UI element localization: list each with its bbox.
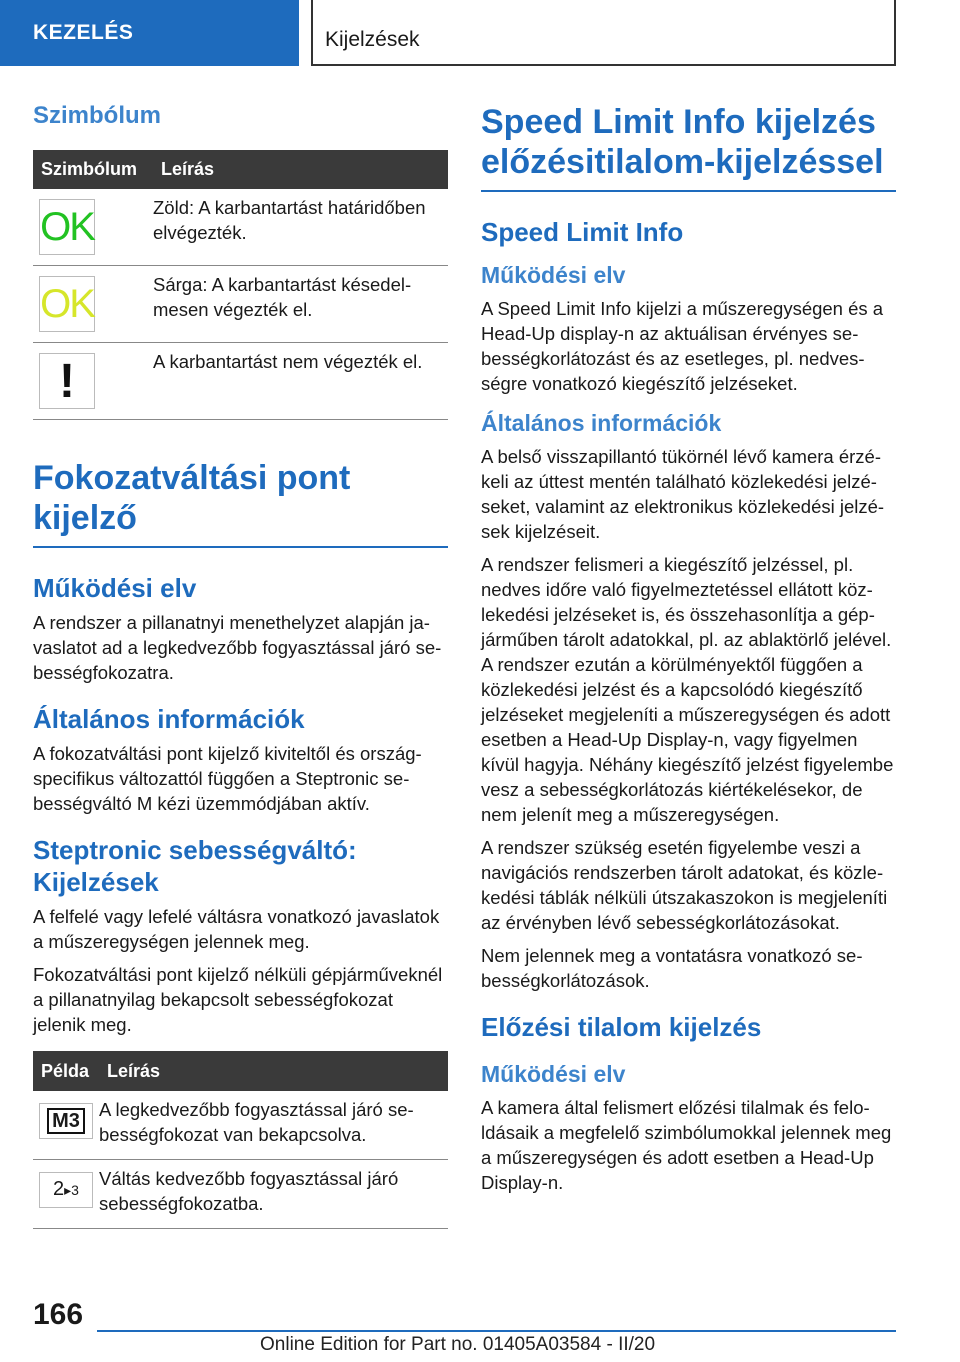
gear-m3-icon: M3 <box>39 1103 93 1139</box>
table-header-symbol: Szimbólum <box>33 150 153 189</box>
table-row <box>33 189 448 266</box>
steptronic-text-1: A felfelé vagy lefelé váltásra vonatkozó javaslatok a műszeregységen jelennek meg. <box>33 906 440 952</box>
principle-text: A rendszer a pillanatnyi menethelyzet alapján javaslatot ad a legkedvezőbb fogyasztással járó sebességfokozatra. <box>33 612 442 683</box>
table-row <box>33 1160 448 1229</box>
steptronic-text-2: Fokozatváltási pont kijelző nélküli gépjárműveknél a pillanatnyilag bekapcsolt sebességfokozat jelenik meg. <box>33 964 443 1035</box>
general-info-text-4: Nem jelennek meg a vontatásra vonatkozó sebességkorlátozások. <box>481 945 863 991</box>
gear-shift-heading: Fokozatváltási pont kijelző <box>33 458 448 548</box>
table-row <box>33 266 448 343</box>
general-info-text-2: A rendszer felismeri a kiegészítő jelzéssel, pl. nedves időre való figyelmeztetéssel ellátott közlekedési jelzéseket is, és összehasonlítja a gépjárműben tárolt adatokkal, pl. az ablaktörlő jelével. A rendszer ezután a körülményektől függően a közlekedési jelzést és a kapcsolódó kiegészítő jelzéseket megjeleníti a műszeregységen és adott esetben a Head-Up Display-n, vagy figyelmen kívül hagyja. Néhány kiegészítő jelzést figyelembe vesz a sebességkorlátozás kiértékelésekor, de nem jelenít meg a műszeregységen. <box>481 554 894 825</box>
footer-edition: Online Edition for Part no. 01405A03584 - II/20 <box>260 1334 656 1355</box>
row-description: A karbantartást nem végezték el. <box>153 343 448 420</box>
no-overtaking-text: A kamera által felismert előzési tilalmak és feloldásaik a megfelelő szimbólumokkal jelennek meg a műszeregységen és adott esetben a Head-Up Display-n. <box>481 1097 892 1193</box>
general-info-text: A fokozatváltási pont kijelző kiviteltől és országspecifikus változattól függően a Steptronic sebességváltó M kézi üzemmódjában aktív. <box>33 743 422 814</box>
row-description: Sárga: A karbantartást késedelmesen végezték el. <box>153 266 448 343</box>
example-table <box>33 1051 448 1229</box>
row-description: Váltás kedvezőbb fogyasztással járó sebességfokozatba. <box>99 1160 448 1229</box>
symbol-table <box>33 150 448 420</box>
right-column <box>481 102 896 1203</box>
row-description: A legkedvezőbb fogyasztással járó sebességfokozat van bekapcsolva. <box>99 1091 448 1160</box>
general-info-heading: Általános információk <box>33 704 305 734</box>
table-row <box>33 343 448 420</box>
symbol-heading: Szimbólum <box>33 102 162 129</box>
ok-green-icon: OK <box>39 199 95 255</box>
table-row <box>33 1091 448 1160</box>
principle-heading: Működési elv <box>481 262 626 288</box>
principle-text: A Speed Limit Info kijelzi a műszeregységen és a Head-Up display-n az aktuálisan érvényes sebességkorlátozást és az esetleges, pl. nedvességre vonatkozó kiegészítő jelzéseket. <box>481 298 884 394</box>
exclamation-icon: ! <box>39 353 95 409</box>
page-number: 166 <box>33 1298 84 1331</box>
shift-up-icon: 2▸3 <box>39 1172 93 1208</box>
steptronic-heading: Steptronic sebességváltó: Kijelzések <box>33 835 357 897</box>
general-info-text-1: A belső visszapillantó tükörnél lévő kamera érzékeli az úttest mentén található közlekedési jelzéseket, valamint az elektronikus közlekedési jelzések kijelzéseit. <box>481 446 885 542</box>
chapter-tab: KEZELÉS <box>0 0 299 66</box>
no-overtaking-heading: Előzési tilalom kijelzés <box>481 1012 762 1042</box>
left-column <box>33 90 448 1249</box>
ok-yellow-icon: OK <box>39 276 95 332</box>
general-info-text-3: A rendszer szükség esetén figyelembe veszi a navigációs rendszerben tárolt adatokat, és közlekedési táblák nélküli útszakaszokon is megjeleníti az érvényben lévő sebességkorlátozásokat. <box>481 837 888 933</box>
table-header-description: Leírás <box>99 1051 448 1091</box>
speed-limit-info-heading: Speed Limit Info <box>481 217 684 247</box>
principle-heading: Működési elv <box>33 573 197 603</box>
table-header-description: Leírás <box>153 150 448 189</box>
footer-divider <box>97 1330 896 1332</box>
principle-heading-2: Működési elv <box>481 1061 626 1087</box>
row-description: Zöld: A karbantartást határidőben elvégezték. <box>153 189 448 266</box>
speed-limit-heading: Speed Limit Info kijelzés előzésitilalom-kijelzéssel <box>481 102 896 192</box>
table-header-example: Példa <box>33 1051 99 1091</box>
general-info-heading: Általános információk <box>481 410 722 436</box>
section-title: Kijelzések <box>311 0 896 66</box>
